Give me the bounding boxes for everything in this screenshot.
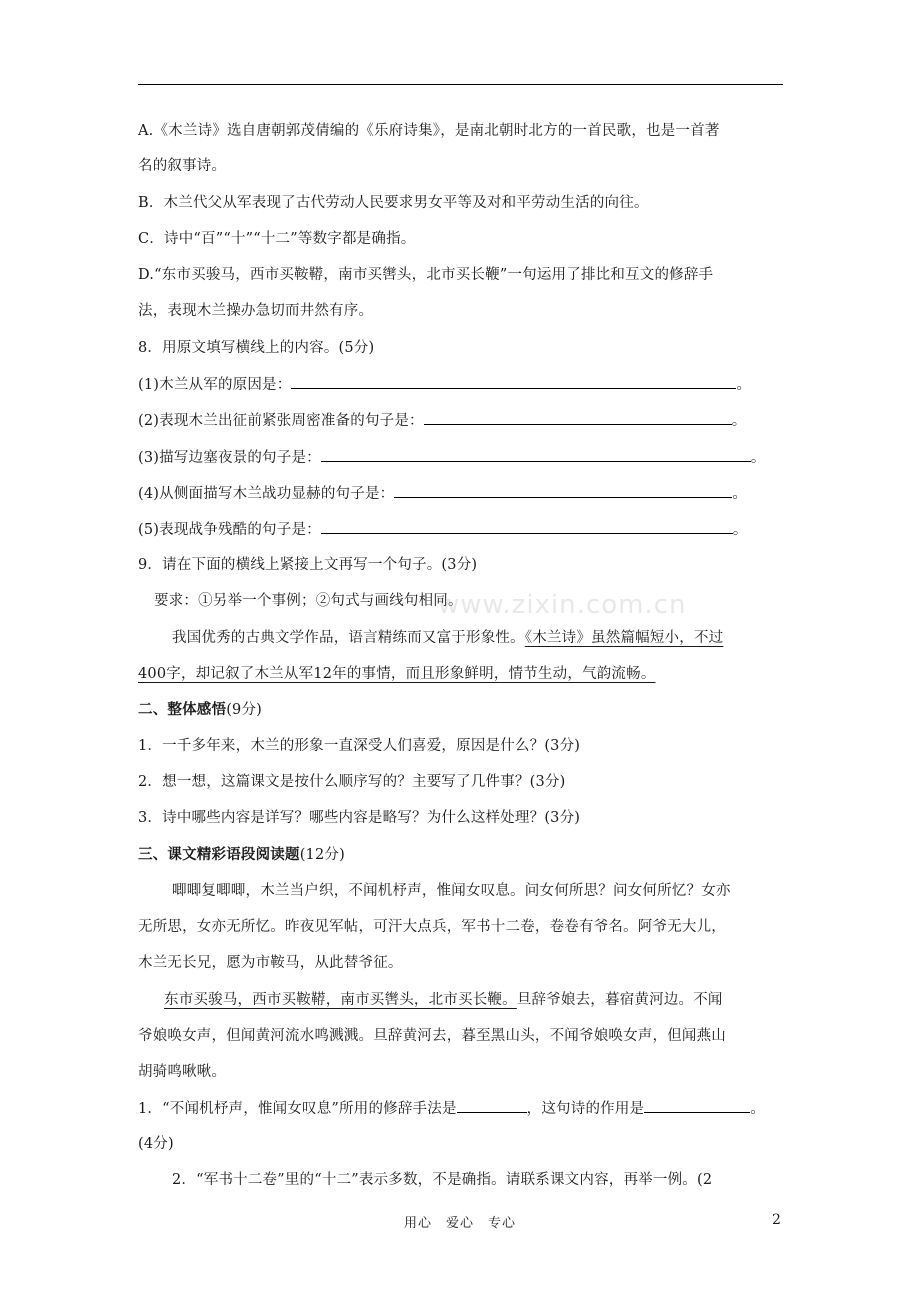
period: 。: [736, 377, 752, 393]
answer-blank[interactable]: [321, 447, 751, 462]
q9-requirement: 要求：①另举一个事例；②句式与画线句相同。: [154, 593, 463, 609]
period: 。: [731, 413, 747, 429]
q9-paragraph-line2: [138, 664, 656, 684]
q8-item-label: (4)从侧面描写木兰战功显赫的句子是：: [138, 486, 395, 502]
q8-item: [138, 483, 747, 504]
q8-item: [138, 447, 766, 468]
option-c: C．诗中“百”“十”“十二”等数字都是确指。: [138, 231, 416, 247]
underlined-sentence: 《木兰诗》虽然篇幅短小，不过: [524, 630, 724, 646]
option-d-line2: 法，表现木兰操办急切而井然有序。: [138, 303, 374, 319]
period: 。: [732, 486, 748, 502]
header-rule: [138, 84, 783, 85]
passage-line: 胡骑鸣啾啾。: [138, 1064, 227, 1080]
passage-line: 唧唧复唧唧，木兰当户织，不闻机杼声，惟闻女叹息。问女何所思？问女何所忆？女亦: [172, 883, 731, 899]
sec3-question-1: [138, 1098, 765, 1119]
q8-item-label: (3)描写边塞夜景的句子是：: [138, 450, 321, 466]
sec2-question-2: 2．想一想，这篇课文是按什么顺序写的？主要写了几件事？(3分): [138, 774, 566, 790]
answer-blank[interactable]: [644, 1098, 750, 1113]
q8-item-label: (5)表现战争残酷的句子是：: [138, 522, 321, 538]
q8-item-label: (2)表现木兰出征前紧张周密准备的句子是：: [138, 413, 424, 429]
section-heading: 二、整体感悟: [138, 701, 227, 718]
underlined-sentence: 400字，却记叙了木兰从军12年的事情，而且形象鲜明，情节生动，气韵流畅。: [138, 666, 656, 682]
answer-blank[interactable]: [291, 374, 736, 389]
answer-blank[interactable]: [321, 519, 733, 534]
section-score: (12分): [299, 847, 345, 863]
option-a-line1: A.《木兰诗》选自唐朝郭茂倩编的《乐府诗集》，是南北朝时北方的一首民歌，也是一首著: [138, 123, 720, 139]
passage-line: 木兰无长兄，愿为市鞍马，从此替爷征。: [138, 955, 403, 971]
q9-text: 我国优秀的古典文学作品，语言精练而又富于形象性。: [172, 630, 525, 646]
page-number: 2: [772, 1212, 781, 1228]
answer-blank[interactable]: [457, 1098, 527, 1113]
section-score: (9分): [226, 702, 263, 718]
q8-item: [138, 410, 746, 431]
question-text: 1．“不闻机杼声，惟闻女叹息”所用的修辞手法是: [138, 1101, 457, 1117]
question-text: ，这句诗的作用是: [526, 1101, 645, 1117]
q9-title: 9．请在下面的横线上紧接上文再写一个句子。(3分): [138, 557, 478, 573]
section-heading: 三、课文精彩语段阅读题: [138, 846, 300, 863]
sec2-question-1: 1．一千多年来，木兰的形象一直深受人们喜爱，原因是什么？(3分): [138, 738, 581, 754]
period: 。: [750, 1101, 765, 1117]
section-2-title: [138, 700, 262, 720]
q8-title: 8．用原文填写横线上的内容。(5分): [138, 340, 375, 356]
option-d-line1: D.“东市买骏马，西市买鞍鞯，南市买辔头，北市买长鞭”一句运用了排比和互文的修辞手: [138, 267, 714, 283]
sec2-question-3: 3．诗中哪些内容是详写？哪些内容是略写？为什么这样处理？(3分): [138, 810, 581, 826]
passage-text: 旦辞爷娘去，暮宿黄河边。不闻: [516, 992, 723, 1008]
option-b: B．木兰代父从军表现了古代劳动人民要求男女平等及对和平劳动生活的向往。: [138, 195, 649, 211]
q8-item: [138, 519, 748, 540]
q9-paragraph-line1: [172, 628, 723, 648]
period: 。: [750, 450, 766, 466]
passage-line: 无所思，女亦无所忆。昨夜见军帖，可汗大点兵，军书十二卷，卷卷有爷名。阿爷无大儿，: [138, 919, 726, 935]
sec3-question-1-score: (4分): [138, 1136, 174, 1152]
answer-blank[interactable]: [394, 483, 732, 498]
watermark: www.zixin.com.cn: [438, 590, 687, 620]
passage-line: [164, 990, 723, 1010]
underlined-sentence: 东市买骏马，西市买鞍鞯，南市买辔头，北市买长鞭。: [164, 992, 517, 1008]
passage-line: 爷娘唤女声，但闻黄河流水鸣溅溅。旦辞黄河去，暮至黑山头，不闻爷娘唤女声，但闻燕山: [138, 1028, 726, 1044]
q8-item-label: (1)木兰从军的原因是：: [138, 377, 292, 393]
option-a-line2: 名的叙事诗。: [138, 158, 227, 174]
footer-slogan: 用心 爱心 专心: [403, 1216, 516, 1231]
answer-blank[interactable]: [424, 410, 732, 425]
sec3-question-2: 2．“军书十二卷”里的“十二”表示多数，不是确指。请联系课文内容，再举一例。(2: [172, 1172, 713, 1188]
q8-item: [138, 374, 751, 395]
section-3-title: [138, 845, 345, 865]
period: 。: [732, 522, 748, 538]
